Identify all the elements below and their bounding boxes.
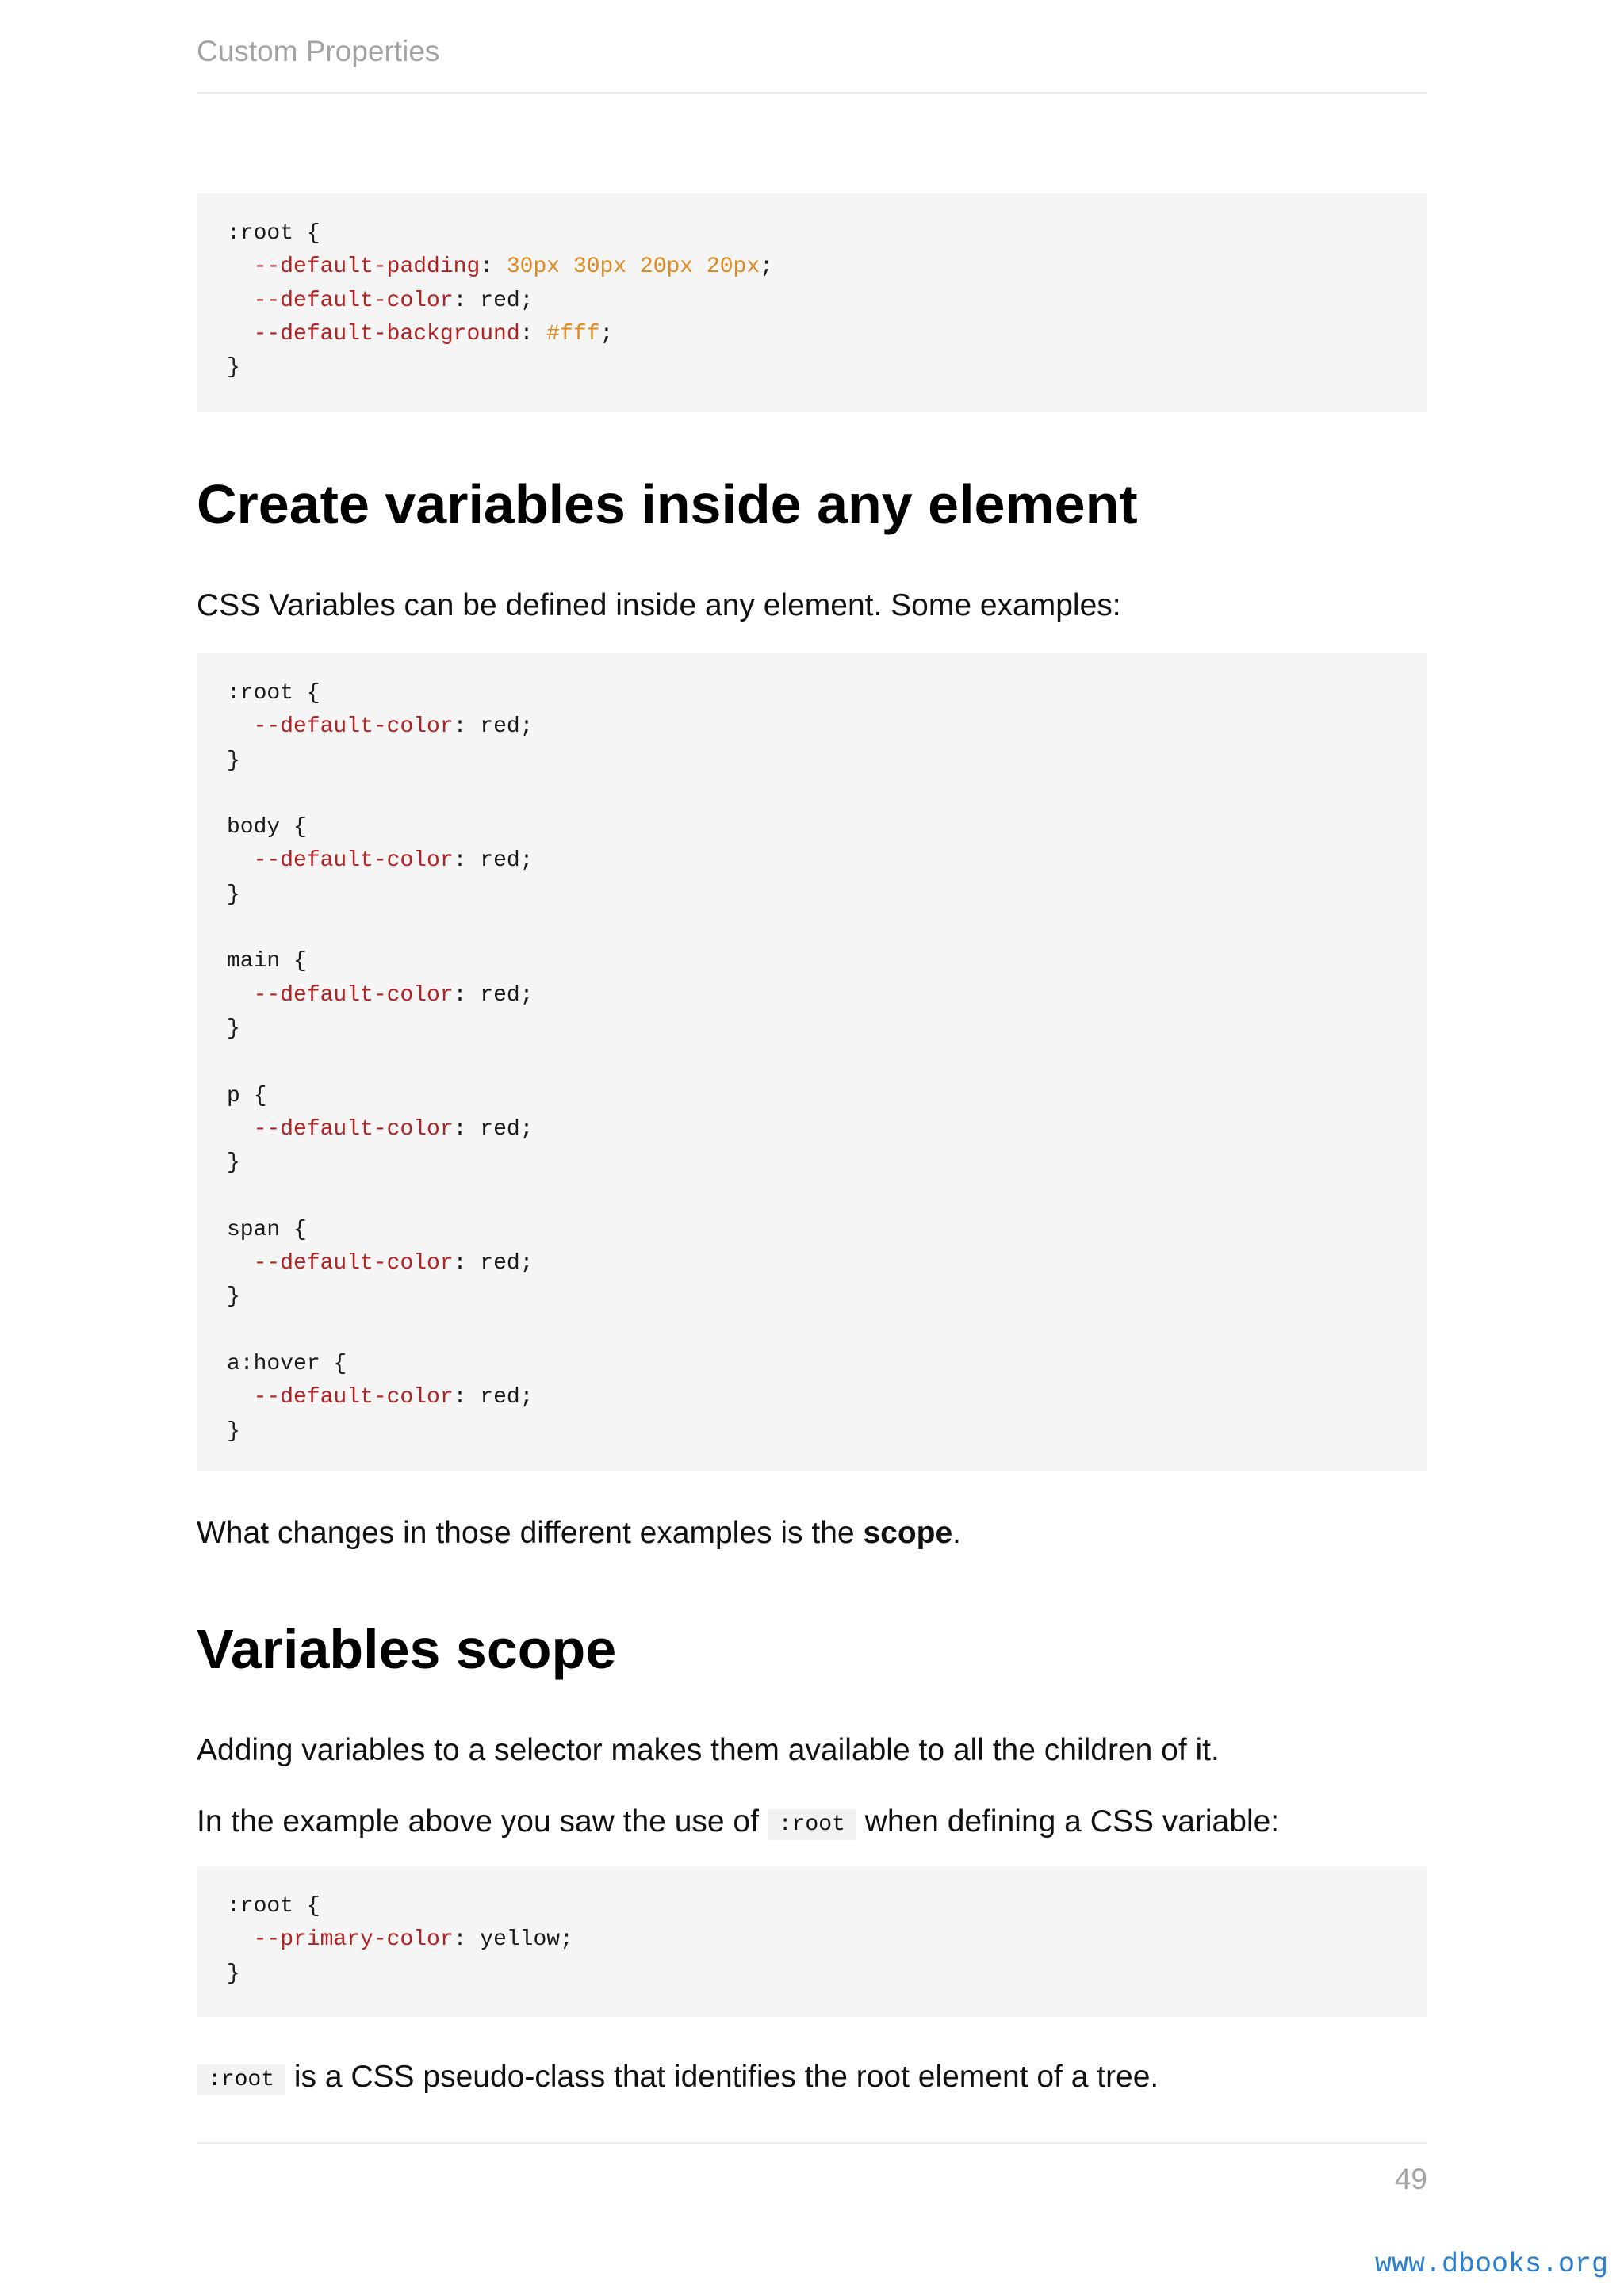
scope-paragraph-2-end: when defining a CSS variable: [856,1804,1280,1839]
code-line [227,778,1397,811]
code-text-token: :root { [227,1894,320,1919]
code-text-token: } [227,882,240,907]
footer-divider [197,2142,1427,2144]
inline-code-root: :root [768,1809,856,1840]
scope-paragraph-2 [197,1804,1279,1839]
code-text-token [227,714,254,739]
code-line [227,318,1397,351]
code-line [227,1890,1397,1923]
code-property-token: --default-color [253,288,454,313]
code-line [227,912,1397,945]
section-heading-create-variables: Create variables inside any element [197,473,1138,535]
code-property-token: --default-color [253,1116,454,1142]
code-text-token [227,1385,254,1410]
code-line [227,1957,1397,1991]
code-text-token: body { [227,815,307,840]
code-line [227,1080,1397,1113]
code-line [227,1314,1397,1348]
code-text-token: : red; [453,848,534,874]
code-line [227,1113,1397,1146]
code-text-token [227,1117,254,1142]
code-text-token: : red; [453,1251,534,1276]
code-text-token: } [227,1418,240,1444]
code-line [227,1415,1397,1448]
code-line [227,1923,1397,1957]
code-property-token: --default-color [253,714,454,740]
code-line [227,1180,1397,1213]
code-line [227,251,1397,284]
code-line [227,1012,1397,1046]
code-line [227,1381,1397,1414]
code-line [227,979,1397,1012]
code-text-token: main { [227,949,307,974]
code-text-token: } [227,1150,240,1176]
code-property-token: --default-padding [253,254,481,280]
code-text-token: ; [599,321,614,346]
code-block-root-defaults [197,193,1427,412]
code-text-token: ; [760,254,773,280]
code-line [227,1046,1397,1079]
scope-sentence-end: . [952,1516,961,1550]
code-text-token: : yellow; [453,1927,573,1953]
code-text-token [227,983,254,1008]
code-line [227,710,1397,744]
code-line [227,1146,1397,1180]
code-text-token: : [519,321,547,346]
code-text-token: } [227,1016,240,1041]
code-line [227,945,1397,978]
code-text-token: a:hover { [227,1351,347,1376]
scope-paragraph-1: Adding variables to a selector makes them available to all the children of it. [197,1733,1220,1767]
code-property-token: --default-color [253,982,454,1008]
code-text-token [227,1251,254,1276]
code-property-token: --default-color [253,1251,454,1276]
site-watermark: www.dbooks.org [1374,2248,1608,2280]
code-value-token: #fff [546,321,600,346]
code-text-token: } [227,355,240,381]
code-text-token: } [227,1284,240,1310]
code-value-token: 30px 30px 20px 20px [506,254,760,280]
running-header: Custom Properties [197,35,440,67]
code-line [227,878,1397,912]
code-text-token: : [480,254,507,280]
code-line [227,811,1397,844]
code-text-token: } [227,1961,240,1986]
code-line [227,285,1397,318]
page-number: 49 [1394,2163,1427,2195]
code-line [227,217,1397,251]
code-text-token: : red; [453,1385,534,1410]
section-heading-variables-scope: Variables scope [197,1618,617,1680]
code-text-token [227,254,254,279]
code-line [227,1214,1397,1247]
section-intro-paragraph: CSS Variables can be defined inside any element. Some examples: [197,588,1121,622]
code-line [227,744,1397,778]
inline-code-root: :root [197,2064,285,2095]
code-block-primary-color [197,1866,1427,2017]
code-text-token: : red; [453,1116,534,1142]
code-text-token: } [227,748,240,773]
scope-sentence-start: What changes in those different examples is the [197,1516,864,1550]
code-text-token [227,322,254,346]
code-line [227,1280,1397,1314]
scope-paragraph-2-start: In the example above you saw the use of [197,1804,768,1839]
code-text-token: :root { [227,221,320,246]
code-text-token [227,848,254,873]
code-text-token: : red; [453,982,534,1008]
code-text-token [227,289,254,313]
code-block-element-examples [197,653,1427,1471]
code-property-token: --default-color [253,1385,454,1410]
code-text-token: span { [227,1217,307,1242]
code-text-token: : red; [453,714,534,740]
header-divider [197,92,1427,94]
code-line [227,351,1397,385]
root-description: is a CSS pseudo-class that identifies the root element of a tree. [285,2060,1159,2094]
code-line [227,677,1397,710]
scope-keyword: scope [863,1516,953,1550]
code-text-token: p { [227,1083,267,1108]
code-line [227,1247,1397,1280]
code-property-token: --default-background [253,321,520,346]
code-property-token: --default-color [253,848,454,874]
code-text-token: :root { [227,681,320,706]
scope-sentence [197,1516,961,1551]
code-text-token [227,1927,254,1952]
root-pseudo-class-paragraph [197,2060,1159,2095]
code-property-token: --primary-color [253,1927,454,1953]
code-line [227,844,1397,878]
code-text-token: : red; [453,288,534,313]
code-line [227,1348,1397,1381]
